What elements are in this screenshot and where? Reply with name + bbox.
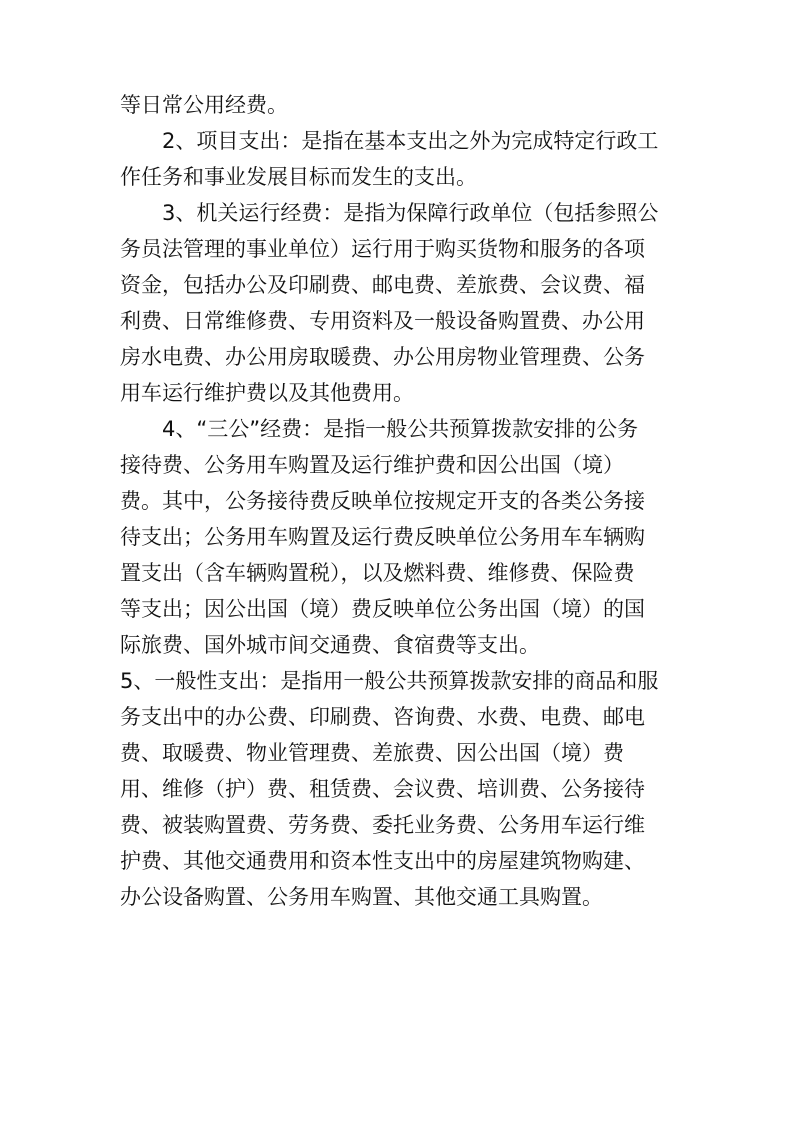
text-line: 3、机关运行经费：是指为保障行政单位（包括参照公 xyxy=(162,201,659,225)
text-line: 4、“三公”经费：是指一般公共预算拨款安排的公务 xyxy=(162,417,639,441)
text-line: 费、被装购置费、劳务费、委托业务费、公务用车运行维 xyxy=(120,813,645,837)
text-line: 费。其中，公务接待费反映单位按规定开支的各类公务接 xyxy=(120,489,645,513)
text-line: 5、一般性支出：是指用一般公共预算拨款安排的商品和服 xyxy=(120,669,659,693)
text-line: 费、取暖费、物业管理费、差旅费、因公出国（境）费 xyxy=(120,741,624,765)
text-line: 房水电费、办公用房取暖费、办公用房物业管理费、公务 xyxy=(120,345,645,369)
text-line: 置支出（含车辆购置税），以及燃料费、维修费、保险费 xyxy=(120,561,635,585)
text-line: 护费、其他交通费用和资本性支出中的房屋建筑物购建、 xyxy=(120,849,645,873)
text-line: 作任务和事业发展目标而发生的支出。 xyxy=(120,165,477,189)
text-line: 际旅费、国外城市间交通费、食宿费等支出。 xyxy=(120,633,540,657)
text-line: 办公设备购置、公务用车购置、其他交通工具购置。 xyxy=(120,885,603,909)
text-line: 务支出中的办公费、印刷费、咨询费、水费、电费、邮电 xyxy=(120,705,645,729)
text-line: 用车运行维护费以及其他费用。 xyxy=(120,381,414,405)
text-line: 2、项目支出：是指在基本支出之外为完成特定行政工 xyxy=(162,129,659,153)
text-line: 资金，包括办公及印刷费、邮电费、差旅费、会议费、福 xyxy=(120,273,645,297)
text-line: 待支出；公务用车购置及运行费反映单位公务用车车辆购 xyxy=(120,525,645,549)
text-line: 等支出；因公出国（境）费反映单位公务出国（境）的国 xyxy=(120,597,645,621)
text-line: 务员法管理的事业单位）运行用于购买货物和服务的各项 xyxy=(120,237,645,261)
text-line: 接待费、公务用车购置及运行维护费和因公出国（境） xyxy=(120,453,624,477)
text-line: 利费、日常维修费、专用资料及一般设备购置费、办公用 xyxy=(120,309,645,333)
text-line: 用、维修（护）费、租赁费、会议费、培训费、公务接待 xyxy=(120,777,645,801)
text-line: 等日常公用经费。 xyxy=(120,93,288,117)
